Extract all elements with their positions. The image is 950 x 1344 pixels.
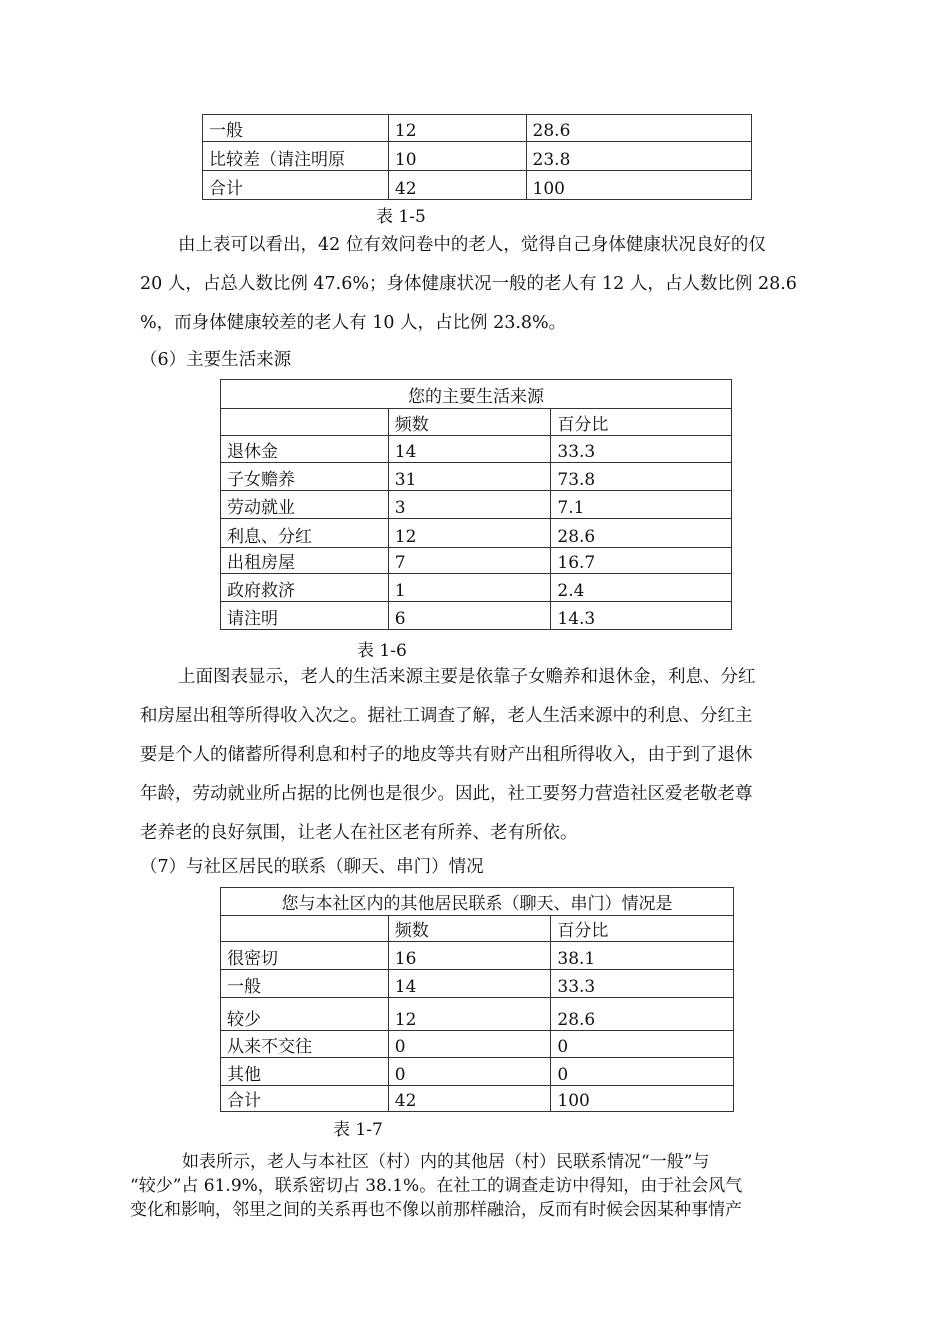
table-cell: 0 <box>388 1058 551 1086</box>
table-cell: 一般 <box>221 970 389 998</box>
table-cell: 28.6 <box>526 115 751 142</box>
table-title: 您与本社区内的其他居民联系（聊天、串门）情况是 <box>221 888 734 916</box>
text-line: 如表所示，老人与本社区（村）内的其他居（村）民联系情况“一般”与 <box>182 1152 710 1172</box>
text-line: “较少”占 61.9%，联系密切占 38.1%。在社工的调查走访中得知，由于社会风气 <box>130 1176 743 1196</box>
text-line: 由上表可以看出，42 位有效问卷中的老人，觉得自己身体健康状况良好的仅 <box>178 235 766 255</box>
table-caption: 表 1-6 <box>357 641 407 661</box>
table-row <box>221 548 732 574</box>
table-cell: 合计 <box>203 171 389 200</box>
table-cell: 16.7 <box>551 548 732 574</box>
table-cell: 16 <box>388 942 551 970</box>
table-cell: 较少 <box>221 998 389 1031</box>
table-cell: 14.3 <box>551 602 732 630</box>
table-row <box>203 171 752 200</box>
table-cell: 3 <box>388 491 551 519</box>
table-row <box>221 1086 734 1112</box>
table-row <box>221 574 732 602</box>
table-cell: 23.8 <box>526 142 751 171</box>
table-cell: 33.3 <box>551 970 734 998</box>
text-line: 变化和影响，邻里之间的关系再也不像以前那样融洽，反而有时候会因某种事情产 <box>130 1200 742 1220</box>
table-cell: 6 <box>388 602 551 630</box>
table-row <box>203 142 752 171</box>
table-cell: 1 <box>388 574 551 602</box>
table-header-row <box>221 916 734 942</box>
text-line: 20 人，占总人数比例 47.6%；身体健康状况一般的老人有 12 人，占人数比例 28.6 <box>140 274 797 294</box>
table-row <box>203 115 752 142</box>
table-row <box>221 436 732 463</box>
table-header-row <box>221 409 732 436</box>
section-heading: （7）与社区居民的联系（聊天、串门）情况 <box>140 857 484 877</box>
table-cell: 7.1 <box>551 491 732 519</box>
table-header-cell: 百分比 <box>551 916 734 942</box>
table-cell: 0 <box>551 1058 734 1086</box>
table-cell: 12 <box>388 519 551 548</box>
table-cell: 31 <box>388 463 551 491</box>
table-header-cell: 频数 <box>388 409 551 436</box>
table-row <box>221 942 734 970</box>
table-row <box>221 380 732 409</box>
text-line: 要是个人的储蓄所得利息和村子的地皮等共有财产出租所得收入，由于到了退休 <box>140 745 753 765</box>
table-cell: 出租房屋 <box>221 548 389 574</box>
table-cell: 42 <box>388 1086 551 1112</box>
table-cell: 38.1 <box>551 942 734 970</box>
table-cell: 利息、分红 <box>221 519 389 548</box>
table-row <box>221 602 732 630</box>
table-cell: 28.6 <box>551 519 732 548</box>
paragraph <box>130 1150 830 1222</box>
table-cell: 从来不交往 <box>221 1031 389 1058</box>
table-cell: 0 <box>551 1031 734 1058</box>
table-cell: 合计 <box>221 1086 389 1112</box>
table-1-7 <box>220 887 734 1112</box>
table-cell: 14 <box>388 436 551 463</box>
table-cell: 其他 <box>221 1058 389 1086</box>
table-header-cell: 百分比 <box>551 409 732 436</box>
table-caption: 表 1-7 <box>333 1120 383 1140</box>
table-title: 您的主要生活来源 <box>221 380 732 409</box>
table-row <box>221 519 732 548</box>
paragraph <box>140 226 824 343</box>
table-cell: 33.3 <box>551 436 732 463</box>
table-cell: 很密切 <box>221 942 389 970</box>
table-1-6 <box>220 379 732 630</box>
table-cell: 100 <box>551 1086 734 1112</box>
table-header-cell <box>221 916 389 942</box>
table-cell: 73.8 <box>551 463 732 491</box>
table-cell: 比较差（请注明原 <box>203 142 389 171</box>
table-cell: 10 <box>388 142 526 171</box>
text-line: 上面图表显示，老人的生活来源主要是依靠子女赡养和退休金，利息、分红 <box>178 667 756 687</box>
table-header-cell <box>221 409 389 436</box>
table-row <box>221 491 732 519</box>
text-line: 和房屋出租等所得收入次之。据社工调查了解，老人生活来源中的利息、分红主 <box>140 706 753 726</box>
table-cell: 28.6 <box>551 998 734 1031</box>
table-row <box>221 970 734 998</box>
table-cell: 12 <box>388 998 551 1031</box>
text-line: 年龄，劳动就业所占据的比例也是很少。因此，社工要努力营造社区爱老敬老尊 <box>140 784 753 804</box>
table-row <box>221 998 734 1031</box>
table-cell: 12 <box>388 115 526 142</box>
table-row <box>221 1058 734 1086</box>
table-1-5 <box>202 114 752 200</box>
text-line: 老养老的良好氛围，让老人在社区老有所养、老有所依。 <box>140 823 578 843</box>
table-header-cell: 频数 <box>388 916 551 942</box>
table-cell: 政府救济 <box>221 574 389 602</box>
section-heading: （6）主要生活来源 <box>140 350 292 370</box>
table-row <box>221 888 734 916</box>
table-cell: 0 <box>388 1031 551 1058</box>
table-cell: 14 <box>388 970 551 998</box>
table-row <box>221 1031 734 1058</box>
table-caption: 表 1-5 <box>376 207 426 227</box>
table-cell: 2.4 <box>551 574 732 602</box>
table-cell: 100 <box>526 171 751 200</box>
table-cell: 42 <box>388 171 526 200</box>
paragraph <box>140 658 824 853</box>
table-cell: 子女赡养 <box>221 463 389 491</box>
table-cell: 劳动就业 <box>221 491 389 519</box>
table-cell: 7 <box>388 548 551 574</box>
table-row <box>221 463 732 491</box>
text-line: %，而身体健康较差的老人有 10 人，占比例 23.8%。 <box>140 313 567 333</box>
table-cell: 请注明 <box>221 602 389 630</box>
table-cell: 一般 <box>203 115 389 142</box>
table-cell: 退休金 <box>221 436 389 463</box>
